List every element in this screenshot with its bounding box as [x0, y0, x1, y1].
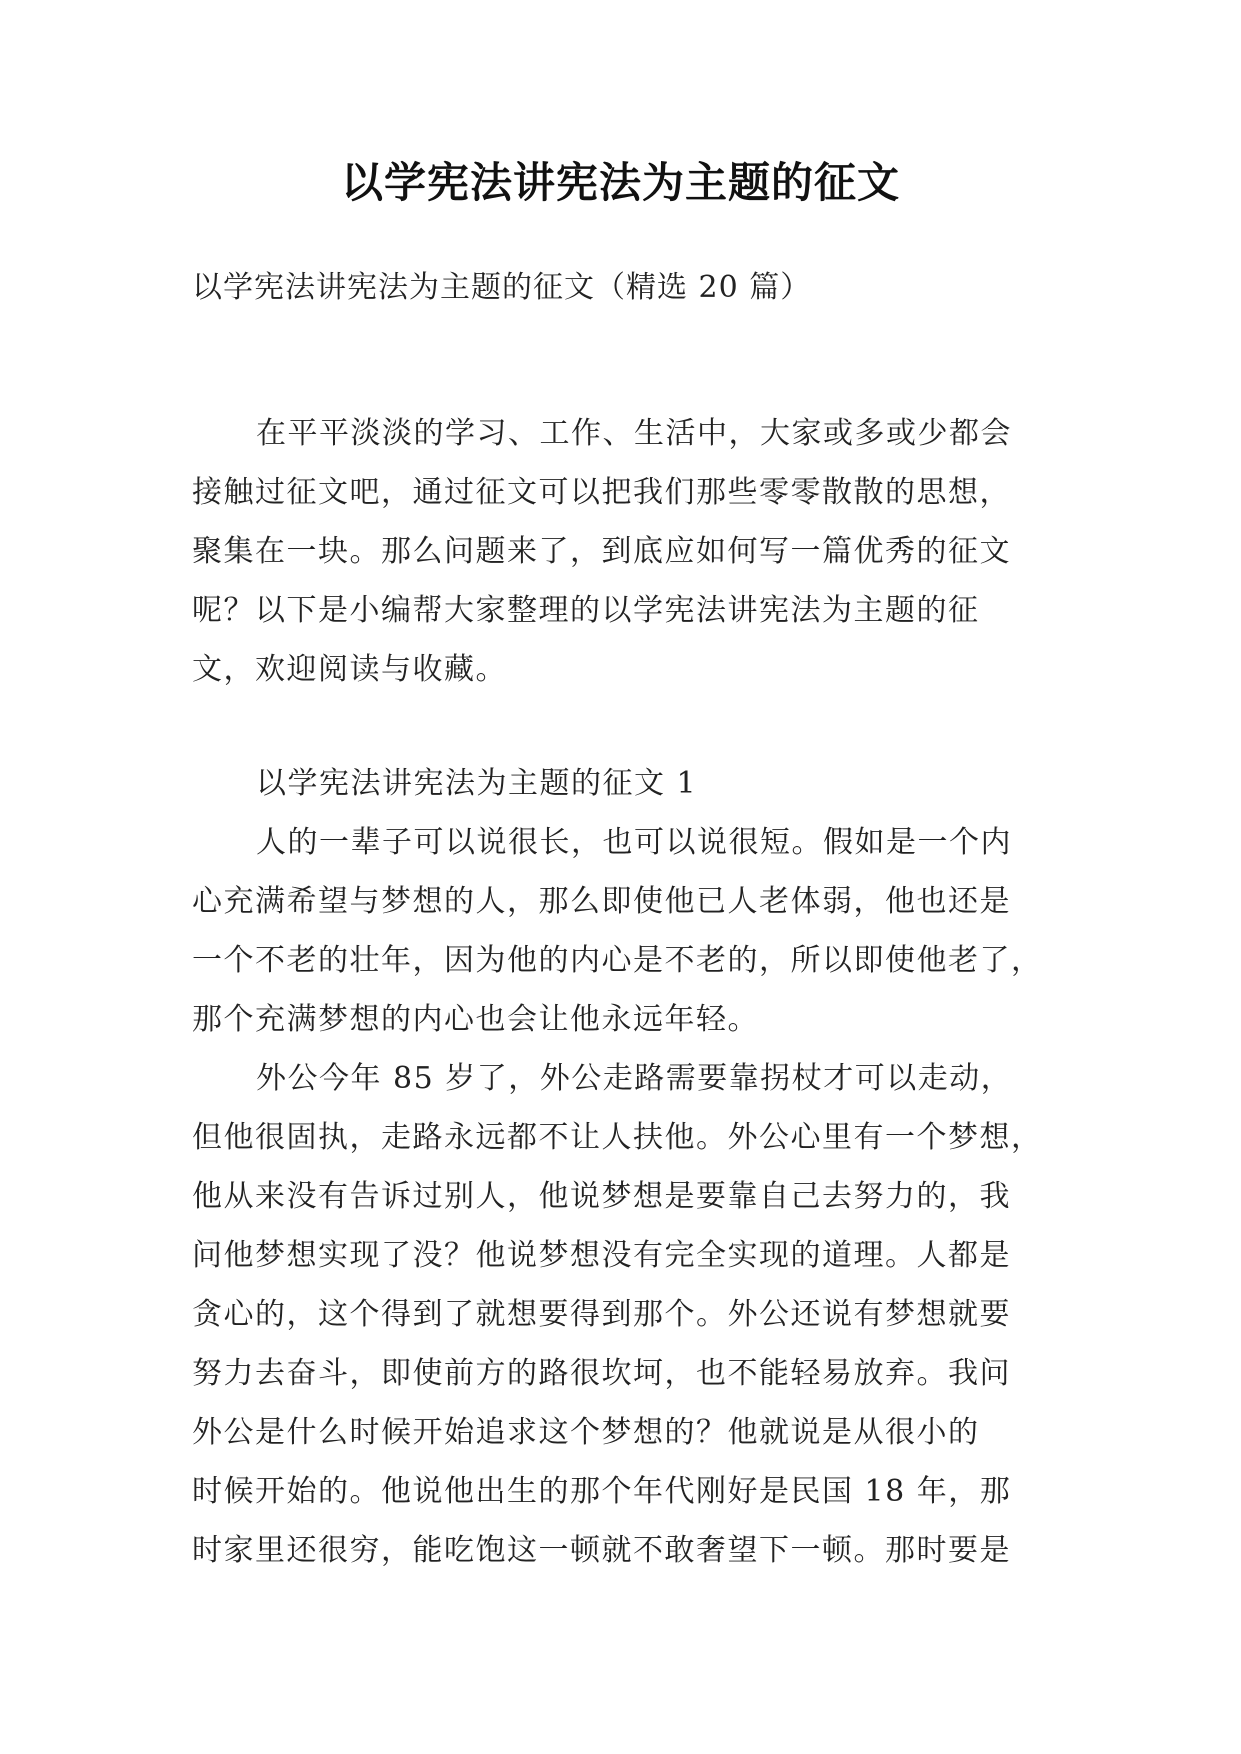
intro-line: 聚集在一块。那么问题来了，到底应如何写一篇优秀的征文: [192, 534, 1011, 569]
paragraph-line: 努力去奋斗，即使前方的路很坎坷，也不能轻易放弃。我问: [192, 1356, 1011, 1391]
intro-line: 在平平淡淡的学习、工作、生活中，大家或多或少都会: [256, 416, 1012, 451]
paragraph-line: 时候开始的。他说他出生的那个年代刚好是民国 18 年，那: [192, 1474, 1012, 1509]
paragraph-line: 时家里还很穷，能吃饱这一顿就不敢奢望下一顿。那时要是: [192, 1533, 1011, 1568]
intro-line: 接触过征文吧，通过征文可以把我们那些零零散散的思想，: [192, 475, 1011, 510]
document-subtitle: 以学宪法讲宪法为主题的征文（精选 20 篇）: [192, 270, 812, 305]
intro-paragraph: [192, 404, 1052, 699]
section-1-paragraph-1: [192, 813, 1052, 1049]
document-title: 以学宪法讲宪法为主题的征文: [340, 158, 900, 207]
paragraph-line: 一个不老的壮年，因为他的内心是不老的，所以即使他老了，: [192, 943, 1043, 978]
intro-line: 呢？以下是小编帮大家整理的以学宪法讲宪法为主题的征: [192, 593, 980, 628]
paragraph-line: 人的一辈子可以说很长，也可以说很短。假如是一个内: [256, 825, 1012, 860]
paragraph-line: 心充满希望与梦想的人，那么即使他已人老体弱，他也还是: [192, 884, 1011, 919]
intro-line: 文，欢迎阅读与收藏。: [192, 652, 507, 687]
section-heading: 以学宪法讲宪法为主题的征文 1: [256, 766, 698, 801]
paragraph-line: 但他很固执，走路永远都不让人扶他。外公心里有一个梦想，: [192, 1120, 1043, 1155]
paragraph-line: 贪心的，这个得到了就想要得到那个。外公还说有梦想就要: [192, 1297, 1011, 1332]
paragraph-line: 他从来没有告诉过别人，他说梦想是要靠自己去努力的，我: [192, 1179, 1011, 1214]
section-1-paragraph-2: [192, 1049, 1052, 1580]
paragraph-line: 外公是什么时候开始追求这个梦想的？他就说是从很小的: [192, 1415, 980, 1450]
section-1: [192, 754, 1052, 1580]
paragraph-line: 外公今年 85 岁了，外公走路需要靠拐杖才可以走动，: [256, 1061, 1013, 1096]
paragraph-line: 问他梦想实现了没？他说梦想没有完全实现的道理。人都是: [192, 1238, 1011, 1273]
paragraph-line: 那个充满梦想的内心也会让他永远年轻。: [192, 1002, 759, 1037]
